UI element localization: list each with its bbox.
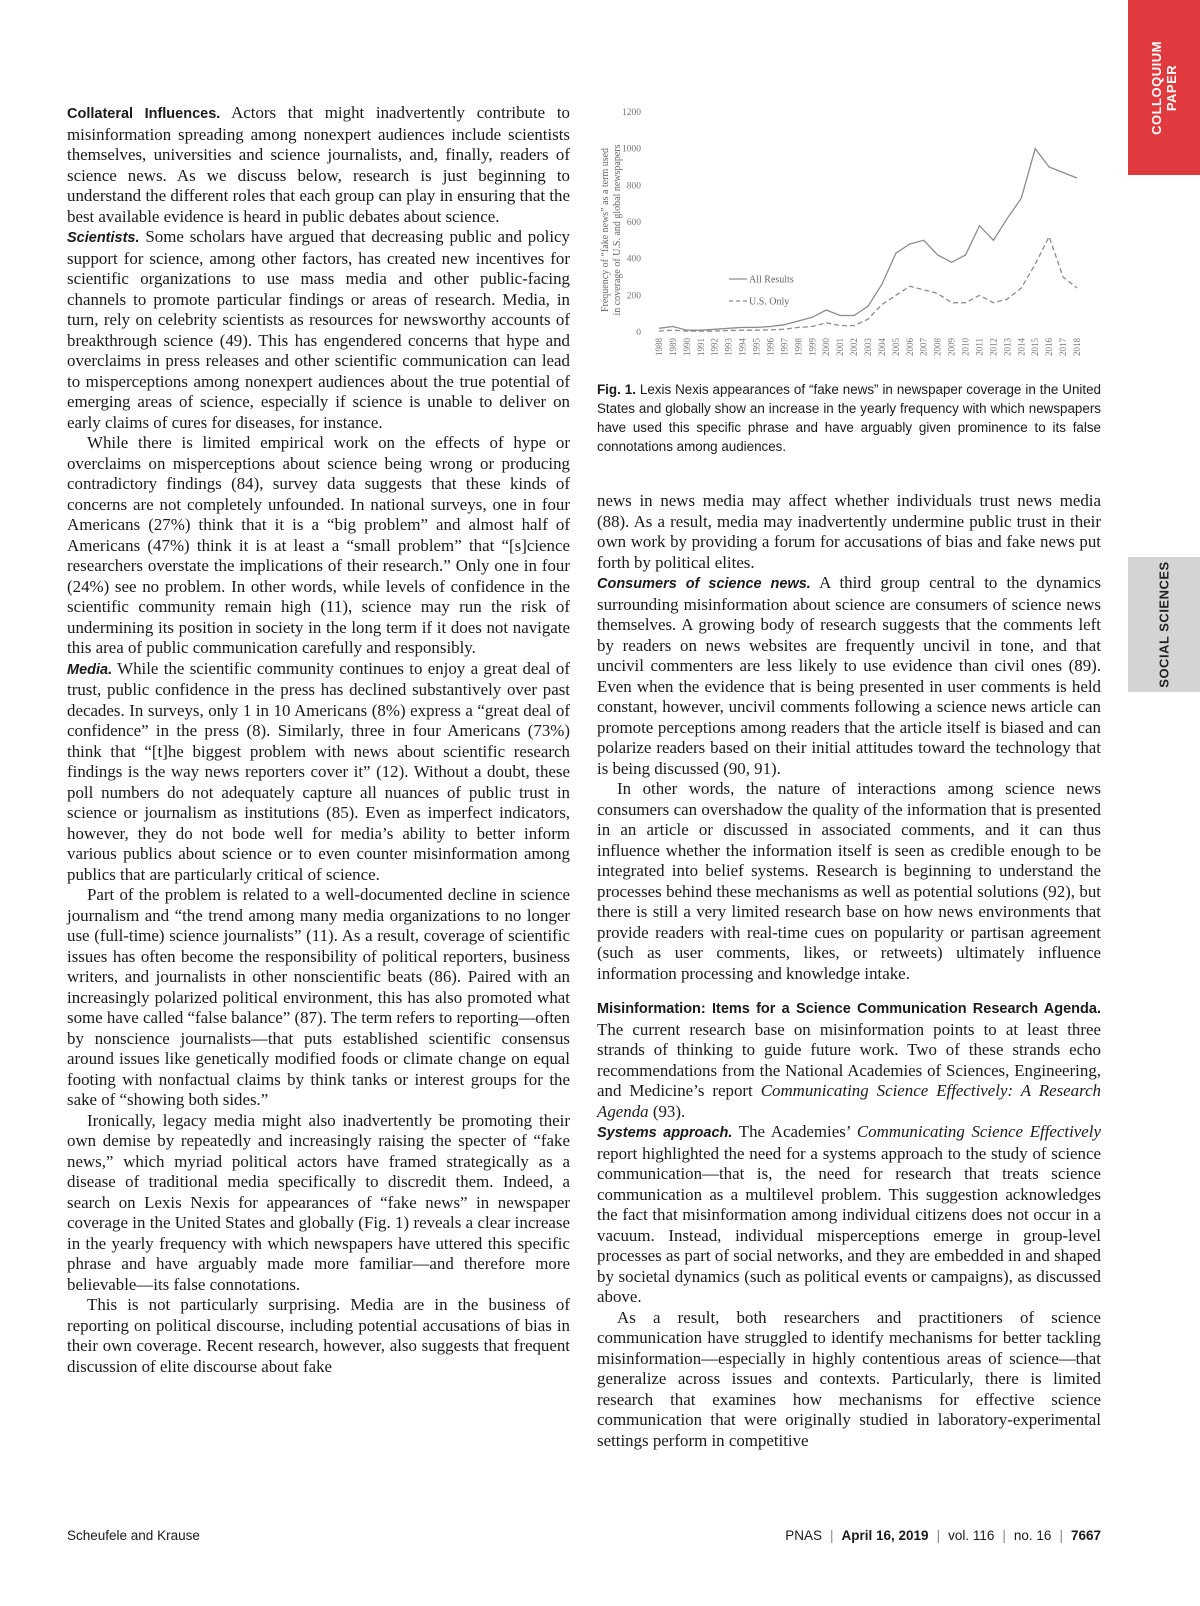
media-paragraph xyxy=(67,659,570,886)
legend-label: U.S. Only xyxy=(749,296,790,308)
collateral-heading: Collateral Influences. xyxy=(67,106,221,122)
x-tick-label: 2010 xyxy=(960,338,971,356)
systems-heading: Systems approach. xyxy=(597,1125,733,1141)
footer-authors: Scheufele and Krause xyxy=(67,1528,200,1543)
y-tick-label: 200 xyxy=(626,291,641,302)
x-tick-label: 2007 xyxy=(918,338,929,356)
footer-page: 7667 xyxy=(1070,1528,1101,1543)
footer-citation xyxy=(785,1528,1101,1543)
y-tick-label: 0 xyxy=(636,328,641,338)
x-tick-label: 2008 xyxy=(932,338,943,356)
scientists-paragraph xyxy=(67,227,570,433)
x-tick-label: 2014 xyxy=(1016,338,1027,356)
series-line-all-results xyxy=(659,149,1077,331)
x-tick-label: 2011 xyxy=(974,338,985,356)
x-tick-label: 2012 xyxy=(988,338,999,356)
x-tick-label: 2005 xyxy=(890,338,901,356)
figure-caption-text: Lexis Nexis appearances of “fake news” in newspaper coverage in the United States and globally show an increase in the yearly frequency with which newspapers have used this specific phrase and have arguably given prominence to its false connotations among audiences. xyxy=(597,382,1101,454)
x-tick-label: 2006 xyxy=(904,338,915,356)
x-tick-label: 2016 xyxy=(1044,338,1055,356)
figure-label: Fig. 1. xyxy=(597,382,636,397)
agenda-body-2: (93). xyxy=(648,1101,686,1121)
scientists-heading: Scientists. xyxy=(67,230,140,246)
footer-separator: | xyxy=(1002,1528,1006,1543)
collateral-paragraph xyxy=(67,103,570,227)
colloquium-paper-tab xyxy=(1128,0,1200,175)
x-tick-label: 2017 xyxy=(1058,338,1069,356)
x-tick-label: 1988 xyxy=(654,338,664,356)
consumers-body: A third group central to the dynamics surrounding misinformation about science are consumers of science news themselves. A growing body of research suggests that the comments left by readers on news websites are frequently uncivil in tone, and that uncivil commenters are less likely to use evidence than civil ones (89). Even when the evidence that is being presented in user comments is held constant, however, uncivil comments following a science news article can promote perceptions among readers that the article itself is biased and can polarize readers based on their initial attitudes toward the technology that is being discussed (90, 91). xyxy=(597,573,1102,778)
series-line-us-only xyxy=(659,237,1077,331)
x-tick-label: 1992 xyxy=(709,338,720,356)
systems-body-2: report highlighted the need for a systems approach to the study of science communication—that is, the need for research that treats science communication as a multilevel problem. This suggestion acknowledges the fact that misinformation among individual citizens does not occur in a vacuum. Instead, individual misperceptions emerge in group-level processes as part of social networks, and they are embedded in and shaped by societal dynamics (such as political events or campaigns), as discussed above. xyxy=(597,1143,1101,1306)
y-tick-label: 800 xyxy=(626,181,641,192)
social-sciences-label: SOCIAL SCIENCES xyxy=(1156,561,1172,688)
x-tick-label: 1994 xyxy=(737,338,748,356)
surprising-paragraph: This is not particularly surprising. Media are in the business of reporting on political discourse, including potential accusations of bias in their own coverage. Recent research, however, also suggests that frequent discussion of elite discourse about fake xyxy=(67,1295,570,1376)
footer-separator: | xyxy=(830,1528,834,1543)
y-tick-label: 1200 xyxy=(622,108,641,118)
footer-date: April 16, 2019 xyxy=(841,1528,929,1543)
x-tick-label: 2018 xyxy=(1072,338,1082,356)
x-tick-labels xyxy=(654,338,1082,357)
left-column xyxy=(67,103,570,1377)
agenda-paragraph xyxy=(597,998,1101,1122)
y-tick-labels xyxy=(622,108,641,338)
decline-paragraph: Part of the problem is related to a well-documented decline in science journalism and “the trend among many media organizations to no longer use (full-time) science journalists” (11). As a result, coverage of scientific issues has often become the responsibility of political reporters, business writers, and journalists in other nonscientific beats (86). Paired with an increasingly polarized political environment, this has also promoted what some have called “false balance” (87). The term refers to reporting—often by nonscience journalists—that puts established scientific consensus around issues like genetically modified foods or climate change on equal footing with nonfactual claims by think tanks or interest groups for the sake of “showing both sides.” xyxy=(67,885,570,1109)
x-tick-label: 1991 xyxy=(695,338,706,356)
x-tick-label: 1990 xyxy=(681,338,692,356)
colloquium-tab-line1: COLLOQUIUM xyxy=(1149,40,1165,135)
x-tick-label: 2001 xyxy=(835,338,846,356)
y-tick-label: 600 xyxy=(626,218,641,228)
x-tick-label: 1989 xyxy=(667,338,678,356)
fake-news-line-chart xyxy=(597,100,1101,370)
footer-separator: | xyxy=(936,1528,941,1543)
x-tick-label: 2009 xyxy=(946,338,957,356)
x-tick-label: 1995 xyxy=(751,338,762,356)
chart-legend xyxy=(729,275,794,308)
hype-paragraph: While there is limited empirical work on the effects of hype or overclaims on misperceptions about science being wrong or producing contradictory findings (84), survey data suggests that these kinds of concerns are not completely unfounded. In national surveys, one in four Americans (27%) think that it is a “big problem” and almost half of Americans (47%) think it is at least a “small problem” that “[s]cience researchers overstate the implications of their research.” Only one in four (24%) see no problem. In other words, while levels of confidence in the scientific community remain high (11), science may run the risk of undermining its position in society in the long term if it does not navigate this area of public communication carefully and responsibly. xyxy=(67,433,570,657)
interactions-paragraph: In other words, the nature of interactions among science news consumers can overshadow the quality of the information that is presented in an article or discussed in associated comments, and it can thus influence whether the information itself is seen as credible enough to be integrated into belief systems. Research is beginning to understand the processes behind these mechanisms as well as potential solutions (92), but there is still a very limited research base on how news environments that provide readers with real-time cues on popularity or partisan agreement (such as user comments, likes, or retweets) ultimately influence information processing and knowledge intake. xyxy=(597,779,1101,983)
continued-paragraph: news in news media may affect whether individuals trust news media (88). As a result, media may inadvertently undermine public trust in their own work by providing a forum for accusations of bias and fake news put forth by political elites. xyxy=(597,491,1101,572)
agenda-heading: Misinformation: Items for a Science Communication Research Agenda. xyxy=(597,1001,1101,1017)
x-tick-label: 2013 xyxy=(1002,338,1013,356)
social-sciences-tab xyxy=(1128,557,1200,692)
x-tick-label: 1997 xyxy=(779,338,790,356)
systems-paragraph xyxy=(597,1122,1101,1308)
y-axis-label xyxy=(600,144,623,315)
footer-issue: no. 16 xyxy=(1013,1528,1052,1543)
systems-report-title: Communicating Science Effectively xyxy=(856,1122,1101,1141)
x-tick-label: 1998 xyxy=(793,338,804,356)
agenda-body-1: The current research base on misinformation points to at least three strands of thinking to guide future work. Two of these strands echo recommendations from the National Academies of Sciences, Engineering, and Medicine’s report xyxy=(597,1019,1101,1100)
consumers-heading: Consumers of science news. xyxy=(597,576,811,592)
result-paragraph: As a result, both researchers and practitioners of science communication have struggled to identify mechanisms for better tackling misinformation—especially in highly contentious areas of science—that generalize across issues and contexts. Particularly, there is limited research that examines how mechanisms for effective science communication that were originally studied in laboratory-experimental settings perform in competitive xyxy=(597,1307,1101,1450)
ironically-paragraph: Ironically, legacy media might also inadvertently be promoting their own demise by repeatedly and increasingly raising the specter of “fake news,” which myriad political actors have framed strategically as a disease of traditional media specifically to discredit them. Indeed, a search on Lexis Nexis for appearances of “fake news” in newspaper coverage in the United States and globally (Fig. 1) reveals a clear increase in the yearly frequency with which newspapers have uttered this specific phrase and have arguably made more familiar—and therefore more believable—its false connotations. xyxy=(67,1110,570,1294)
footer-volume: vol. 116 xyxy=(948,1528,995,1543)
x-tick-label: 1996 xyxy=(765,338,776,356)
y-tick-label: 1000 xyxy=(622,144,641,155)
x-tick-label: 1999 xyxy=(807,338,818,356)
x-tick-label: 2015 xyxy=(1030,338,1041,356)
figure-caption xyxy=(597,380,1101,456)
x-tick-label: 1993 xyxy=(723,338,734,356)
systems-body-1: The Academies’ xyxy=(732,1122,857,1141)
legend-label: All Results xyxy=(749,274,794,286)
media-heading: Media. xyxy=(67,661,113,678)
footer-separator: | xyxy=(1059,1528,1063,1543)
collateral-body: Actors that might inadvertently contribute to misinformation spreading among nonexpert audiences include scientists themselves, universities and science journalists, and, finally, readers of science news. As we discuss below, research is just beginning to understand the different roles that each group can play in ensuring that the best available evidence is heard in public debates about science. xyxy=(67,103,570,226)
series-lines xyxy=(659,149,1077,331)
x-tick-label: 2000 xyxy=(821,338,832,356)
figure-1-chart xyxy=(597,100,1101,370)
x-tick-label: 2003 xyxy=(863,338,873,356)
colloquium-tab-line2: PAPER xyxy=(1164,64,1180,111)
y-axis-label-line2: in coverage of U.S. and global newspapers xyxy=(612,144,623,316)
x-tick-label: 2002 xyxy=(849,338,860,356)
right-column xyxy=(597,491,1101,1451)
y-tick-label: 400 xyxy=(626,254,641,265)
y-axis-label-line1: Frequency of “fake news” as a term used xyxy=(600,147,611,313)
section-gap xyxy=(597,984,1101,998)
scientists-body: Some scholars have argued that decreasing public and policy support for science, among other factors, has created new incentives for scientific organizations to use mass media and other public-facing channels to promote particular findings or areas of research. Media, in turn, rely on celebrity scientists as resources for newsworthy accounts of breakthrough science (49). This has engendered concerns that hype and overclaims in press releases and other scientific communication can lead to misperceptions among nonexpert audiences about the true potential of emerging areas of science, especially if science is unable to deliver on early claims of cures for diseases, for instance. xyxy=(67,227,570,432)
agenda-report-title: Communicating Science Effectively: A Research Agenda xyxy=(597,1081,1102,1121)
media-body: While the scientific community continues to enjoy a great deal of trust, public confidence in the press has declined substantively over past decades. In surveys, only 1 in 10 Americans (8%) express a “great deal of confidence” in the press (8). Similarly, three in four Americans (73%) think that “[t]he biggest problem with news about scientific research findings is the way news reporters cover it” (12). Without a doubt, these poll numbers do not adequately capture all nuances of public trust in science or journalism as institutions (85). Even as imperfect indicators, however, they do not bode well for media’s ability to better inform various publics about science or to even counter misinformation among publics that are particularly critical of science. xyxy=(67,658,570,884)
x-tick-label: 2004 xyxy=(876,338,887,356)
footer-journal: PNAS xyxy=(785,1528,822,1543)
consumers-paragraph xyxy=(597,573,1101,779)
